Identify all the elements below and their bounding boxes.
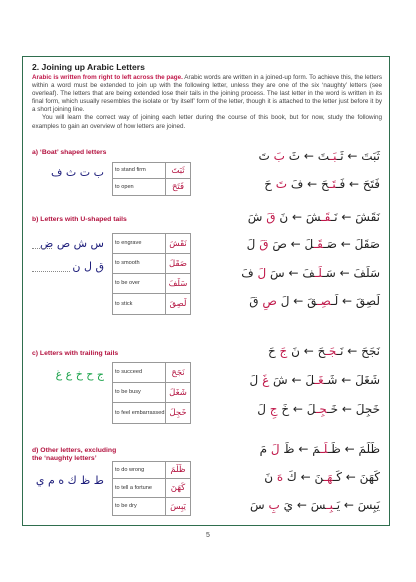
example-joined: ثَـبَـتَ xyxy=(317,149,344,163)
dotted-line xyxy=(32,271,70,272)
intro-text xyxy=(32,74,382,131)
example-a1 xyxy=(259,149,380,163)
example-d3: يَبِسَ ← يَـبِـسَ ← يَ بِ سَ xyxy=(250,498,380,512)
section-c-vocab-table xyxy=(112,362,191,424)
example-d2: كَهَنَ ← كَـهَـنَ ← كَ هَ نَ xyxy=(264,470,380,484)
vocab-english: to stand firm xyxy=(113,163,166,178)
section-b-title: b) Letters with U-shaped tails xyxy=(32,216,127,223)
vocab-english: to do wrong xyxy=(113,462,166,478)
vocab-row xyxy=(113,179,190,195)
vocab-arabic: صَقَلَ xyxy=(169,258,187,269)
vocab-arabic: شَغَلَ xyxy=(169,387,187,398)
example-separate: ثَ بَ تَ xyxy=(258,149,301,163)
section-b-letters: س ش ص ض xyxy=(40,237,104,250)
vocab-row xyxy=(113,234,190,254)
vocab-arabic: نَقَشَ xyxy=(169,238,187,249)
arrow: ← xyxy=(343,149,362,163)
section-b-letters-2: ق ل ن xyxy=(72,260,104,273)
vocab-row xyxy=(113,254,190,274)
vocab-row xyxy=(113,403,190,423)
vocab-english: to feel embarrassed xyxy=(113,403,166,423)
vocab-english: to be dry xyxy=(113,498,166,515)
section-a-title: a) ‘Boat’ shaped letters xyxy=(32,149,107,156)
vocab-english: to smooth xyxy=(113,254,166,273)
vocab-arabic: نَجَحَ xyxy=(171,367,185,378)
vocab-arabic: ظَلَمَ xyxy=(170,465,186,475)
example-c2: شَغَلَ ← شَـغَـلَ ← شَ غَ لَ xyxy=(249,373,380,387)
vocab-arabic: يَبِسَ xyxy=(170,501,186,512)
vocab-arabic: خَجِلَ xyxy=(169,408,187,418)
example-whole: فَتَحَ xyxy=(362,177,380,191)
example-a2 xyxy=(264,177,380,191)
section-d-title: d) Other letters, excluding the ‘naughty letters’ xyxy=(32,447,117,463)
intro-p2: You will learn the correct way of joining each letter during the course of this book, but for now, study the following examples to gain an overview of how letters are joined. xyxy=(32,114,382,130)
vocab-arabic: فَتَحَ xyxy=(171,182,185,192)
example-joined: فَـتَـحَ xyxy=(321,177,346,191)
example-b4: لَصِقَ ← لَـصِـقَ ← لَ صِ قَ xyxy=(249,294,380,308)
vocab-row xyxy=(113,163,190,179)
vocab-row xyxy=(113,294,190,314)
arrow: ← xyxy=(345,177,363,191)
vocab-english: to be busy xyxy=(113,383,166,402)
vocab-english: to open xyxy=(113,179,166,195)
section-d-vocab-table xyxy=(112,461,191,516)
vocab-arabic: لَصِقَ xyxy=(169,299,187,309)
arrow: ← xyxy=(300,149,318,163)
section-a-vocab-table xyxy=(112,162,191,196)
example-b1: نَقَشَ ← نَـقَـشَ ← نَ قَ شَ xyxy=(247,210,380,224)
example-separate: فَ تَ حَ xyxy=(264,177,304,191)
example-whole: ثَبَتَ xyxy=(361,149,380,163)
page-title: 2. Joining up Arabic Letters xyxy=(32,62,145,72)
vocab-english: to stick xyxy=(113,294,166,314)
arrow: ← xyxy=(303,177,322,191)
vocab-english: to succeed xyxy=(113,363,166,382)
example-c3: خَجِلَ ← خَـجِـلَ ← خَ جِ لَ xyxy=(257,402,380,416)
vocab-english: to be over xyxy=(113,274,166,293)
vocab-english: to tell a fortune xyxy=(113,479,166,497)
page-number: 5 xyxy=(206,532,210,539)
vocab-row xyxy=(113,498,190,515)
example-d1: ظَلَمَ ← ظَـلَـمَ ← ظَ لَ مَ xyxy=(259,442,380,456)
vocab-row xyxy=(113,462,190,479)
section-c-title: c) Letters with trailing tails xyxy=(32,350,119,357)
dotted-line xyxy=(32,248,52,249)
vocab-arabic: ثَبَتَ xyxy=(171,165,185,176)
vocab-row xyxy=(113,363,190,383)
intro-lead: Arabic is written from right to left across the page. xyxy=(32,74,183,81)
section-b-vocab-table xyxy=(112,233,191,315)
example-c1: نَجَحَ ← نَـجَـحَ ← نَ جَ حَ xyxy=(267,344,380,358)
section-a-letters: ب ت ث ف xyxy=(51,166,104,179)
example-b2: صَقَلَ ← صَـقَـلَ ← صَ قَ لَ xyxy=(246,237,380,251)
example-b3: سَلَفَ ← سَـلَـفَ ← سَ لَ فَ xyxy=(241,266,380,280)
vocab-english: to engrave xyxy=(113,234,166,253)
vocab-row xyxy=(113,274,190,294)
section-d-letters: ط ظ ك ه م ي xyxy=(35,474,104,487)
intro-p1-rest: Arabic words are written in a joined-up form. To achieve this, the letters within a word must be extended to join up with the following letter, unless they are one of the six ‘naughty’ letters (see overleaf). The letters that are being extended lose their tails in the joining process. The last letter in the word is written in its final form, which usually resembles the isolate or ‘by itself’ form of the letter, though it is attached to the letter just before it by a short joining line. xyxy=(32,74,382,114)
vocab-arabic: سَلَفَ xyxy=(168,278,188,289)
vocab-row xyxy=(113,383,190,403)
vocab-arabic: كَهَنَ xyxy=(170,483,186,493)
section-c-letters: ج ح خ ع غ xyxy=(55,368,104,381)
vocab-row xyxy=(113,479,190,498)
